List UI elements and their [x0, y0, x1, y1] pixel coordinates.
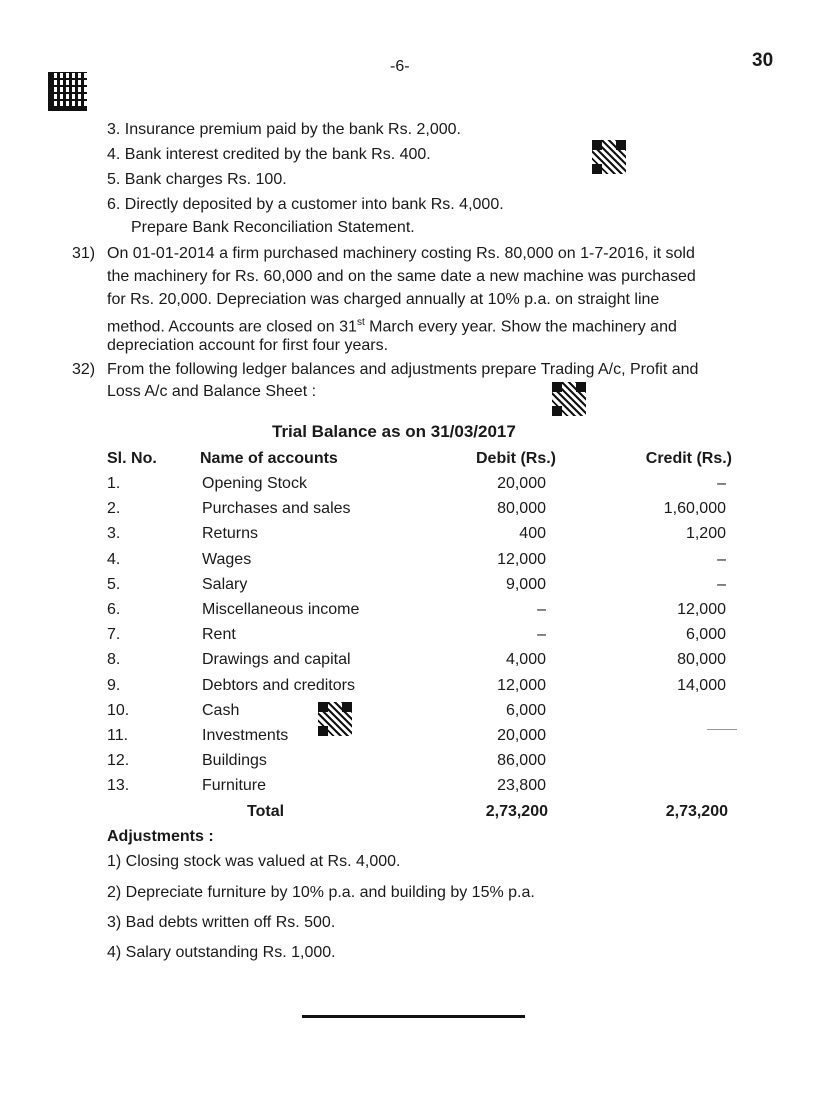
cell-account-name: Buildings	[202, 752, 267, 769]
cell-debit: 4,000	[505, 651, 546, 668]
page-number: 30	[752, 50, 774, 71]
cell-account-name: Furniture	[202, 777, 267, 794]
total-label: Total	[247, 803, 285, 820]
cell-sl: 2.	[107, 500, 121, 517]
cell-credit: 12,000	[677, 601, 726, 618]
cell-credit: –	[717, 576, 726, 593]
cell-sl: 9.	[107, 677, 121, 694]
instruction-text: Prepare Bank Reconciliation Statement.	[131, 219, 415, 236]
question-text-line: On 01-01-2014 a firm purchased machinery costing Rs. 80,000 on 1-7-2016, it sold	[107, 245, 695, 262]
adjustments-heading: Adjustments :	[107, 828, 214, 845]
list-item	[107, 193, 504, 217]
cell-credit: 80,000	[677, 651, 726, 668]
adjustment-item: 1) Closing stock was valued at Rs. 4,000.	[107, 853, 401, 870]
cell-sl: 7.	[107, 626, 121, 643]
cell-sl: 6.	[107, 601, 121, 618]
column-header-debit: Debit (Rs.)	[476, 450, 556, 467]
adjustment-item: 4) Salary outstanding Rs. 1,000.	[107, 944, 336, 961]
cell-debit: 86,000	[497, 752, 546, 769]
list-item	[107, 118, 461, 142]
cell-debit: 80,000	[497, 500, 546, 517]
end-rule	[302, 1015, 525, 1018]
cell-account-name: Drawings and capital	[202, 651, 351, 668]
list-item	[107, 143, 431, 167]
datamatrix-code	[48, 72, 87, 111]
cell-debit: 9,000	[505, 576, 546, 593]
cell-debit: 400	[519, 525, 546, 542]
cell-debit: –	[537, 601, 546, 618]
cell-sl: 3.	[107, 525, 121, 542]
cell-account-name: Rent	[202, 626, 236, 643]
cell-sl: 11.	[107, 727, 129, 744]
adjustment-item: 2) Depreciate furniture by 10% p.a. and building by 15% p.a.	[107, 884, 535, 901]
item-text: Insurance premium paid by the bank Rs. 2,000.	[124, 121, 461, 138]
item-number: 3.	[107, 121, 121, 138]
cell-account-name: Investments	[202, 727, 289, 744]
cell-debit: 12,000	[497, 677, 546, 694]
cell-credit: 14,000	[677, 677, 726, 694]
question-text-line: From the following ledger balances and adjustments prepare Trading A/c, Profit and	[107, 361, 699, 378]
qr-code	[552, 382, 586, 416]
item-text: Directly deposited by a customer into bank Rs. 4,000.	[124, 196, 504, 213]
column-header-credit: Credit (Rs.)	[645, 450, 732, 467]
item-text: Bank interest credited by the bank Rs. 400.	[124, 146, 431, 163]
question-text-line: for Rs. 20,000. Depreciation was charged annually at 10% p.a. on straight line	[107, 291, 660, 308]
cell-debit: 23,800	[497, 777, 546, 794]
question-text-line: Loss A/c and Balance Sheet :	[107, 383, 317, 400]
qr-code	[592, 140, 626, 174]
column-header-sl: Sl. No.	[107, 450, 157, 467]
cell-sl: 10.	[107, 702, 130, 719]
faint-dash	[707, 729, 737, 730]
cell-account-name: Miscellaneous income	[202, 601, 360, 618]
cell-account-name: Wages	[202, 551, 252, 568]
cell-account-name: Purchases and sales	[202, 500, 351, 517]
table-title: Trial Balance as on 31/03/2017	[272, 422, 516, 441]
cell-debit: –	[537, 626, 546, 643]
question-text-line: method. Accounts are closed on 31st March every year. Show the machinery and	[107, 317, 677, 336]
cell-sl: 4.	[107, 551, 121, 568]
cell-account-name: Cash	[202, 702, 240, 719]
item-text: Bank charges Rs. 100.	[124, 171, 287, 188]
item-number: 6.	[107, 196, 121, 213]
cell-credit: 1,200	[685, 525, 726, 542]
total-debit: 2,73,200	[485, 803, 548, 820]
cell-sl: 12.	[107, 752, 130, 769]
column-header-name: Name of accounts	[200, 450, 338, 467]
question-number: 32)	[72, 361, 96, 378]
list-item	[107, 168, 287, 192]
cell-credit: –	[717, 551, 726, 568]
cell-debit: 6,000	[505, 702, 546, 719]
question-text-line: the machinery for Rs. 60,000 and on the same date a new machine was purchased	[107, 268, 696, 285]
page-center-marker: -6-	[390, 58, 410, 75]
item-number: 5.	[107, 171, 121, 188]
cell-sl: 13.	[107, 777, 130, 794]
cell-debit: 20,000	[497, 727, 546, 744]
cell-sl: 8.	[107, 651, 121, 668]
question-number: 31)	[72, 245, 96, 262]
item-number: 4.	[107, 146, 121, 163]
cell-credit: –	[717, 475, 726, 492]
cell-credit: 1,60,000	[663, 500, 726, 517]
adjustment-item: 3) Bad debts written off Rs. 500.	[107, 914, 336, 931]
cell-account-name: Debtors and creditors	[202, 677, 355, 694]
cell-account-name: Opening Stock	[202, 475, 307, 492]
total-credit: 2,73,200	[665, 803, 728, 820]
cell-debit: 12,000	[497, 551, 546, 568]
cell-account-name: Returns	[202, 525, 259, 542]
cell-sl: 5.	[107, 576, 121, 593]
cell-debit: 20,000	[497, 475, 546, 492]
qr-code	[318, 702, 352, 736]
cell-account-name: Salary	[202, 576, 248, 593]
cell-sl: 1.	[107, 475, 121, 492]
cell-credit: 6,000	[685, 626, 726, 643]
question-text-line: depreciation account for first four years.	[107, 337, 389, 354]
